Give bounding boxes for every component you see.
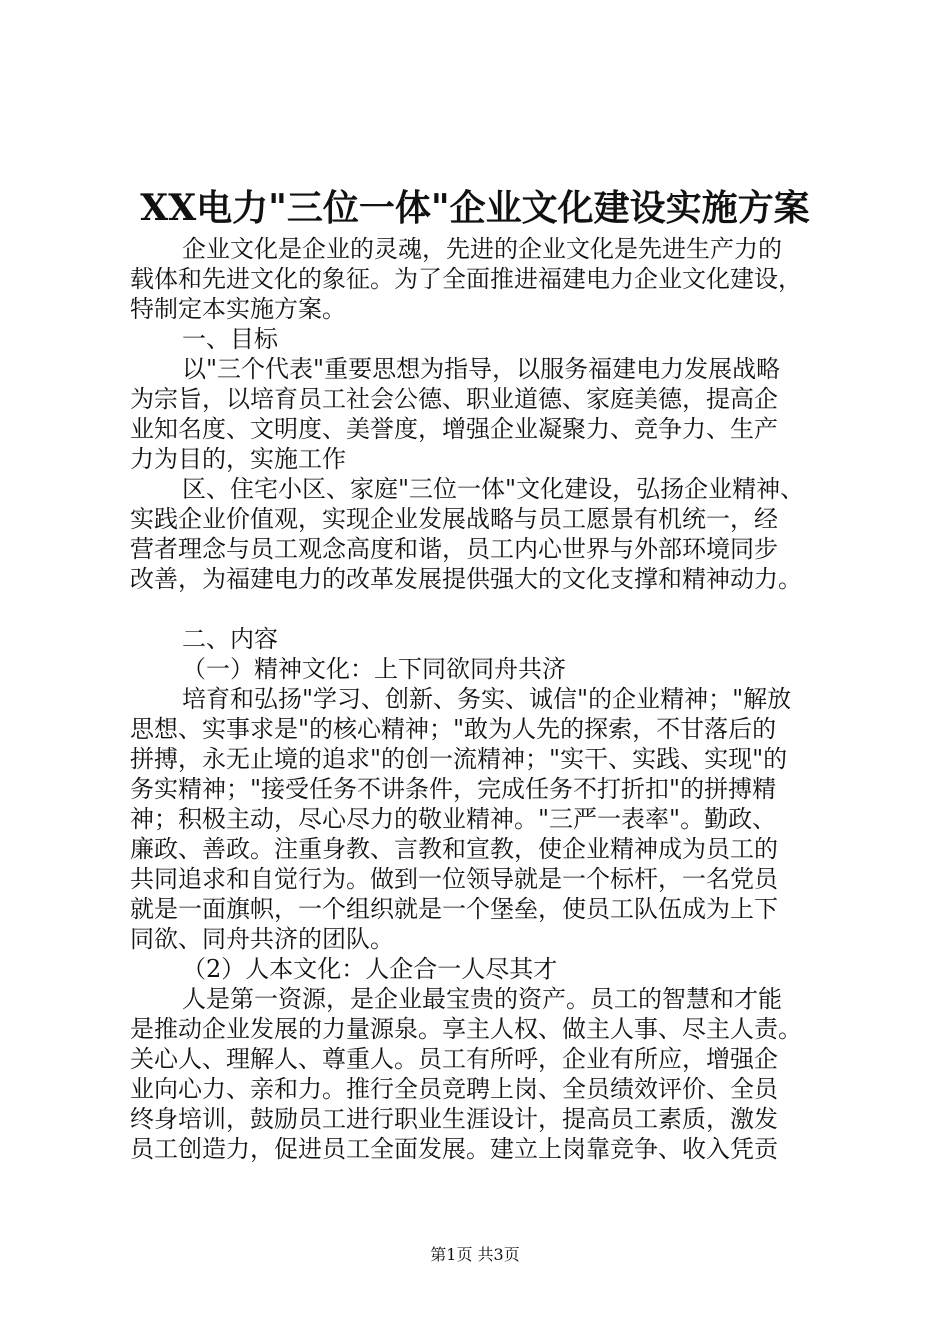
section-heading: 二、内容 bbox=[182, 625, 278, 653]
paragraph-line: 终身培训，鼓励员工进行职业生涯设计，提高员工素质，激发 bbox=[130, 1105, 778, 1133]
paragraph-line: 业向心力、亲和力。推行全员竞聘上岗、全员绩效评价、全员 bbox=[130, 1075, 778, 1103]
paragraph-line: 载体和先进文化的象征。为了全面推进福建电力企业文化建设， bbox=[130, 265, 802, 293]
paragraph-line: 业知名度、文明度、美誉度，增强企业凝聚力、竞争力、生产 bbox=[130, 415, 778, 443]
paragraph-line: 营者理念与员工观念高度和谐，员工内心世界与外部环境同步 bbox=[130, 535, 778, 563]
paragraph-line: 以"三个代表"重要思想为指导，以服务福建电力发展战略 bbox=[182, 355, 781, 383]
paragraph-line: 思想、实事求是"的核心精神；"敢为人先的探索，不甘落后的 bbox=[130, 715, 777, 743]
paragraph-line: 拼搏，永无止境的追求"的创一流精神；"实干、实践、实现"的 bbox=[130, 745, 788, 773]
paragraph-line: 神；积极主动，尽心尽力的敬业精神。"三严一表率"。勤政、 bbox=[130, 805, 777, 833]
paragraph-line: 共同追求和自觉行为。做到一位领导就是一个标杆，一名党员 bbox=[130, 865, 778, 893]
section-heading: 一、目标 bbox=[182, 325, 278, 353]
paragraph-line: 区、住宅小区、家庭"三位一体"文化建设，弘扬企业精神、 bbox=[182, 475, 805, 503]
subsection-heading: （2）人本文化：人企合一人尽其才 bbox=[182, 955, 558, 983]
paragraph-line: 特制定本实施方案。 bbox=[130, 295, 346, 323]
paragraph-line: 务实精神；"接受任务不讲条件，完成任务不打折扣"的拼搏精 bbox=[130, 775, 777, 803]
paragraph-line: 改善，为福建电力的改革发展提供强大的文化支撑和精神动力。 bbox=[130, 565, 802, 593]
paragraph-line: 同欲、同舟共济的团队。 bbox=[130, 925, 394, 953]
paragraph-line: 企业文化是企业的灵魂，先进的企业文化是先进生产力的 bbox=[182, 235, 782, 263]
paragraph-line: 廉政、善政。注重身教、言教和宣教，使企业精神成为员工的 bbox=[130, 835, 778, 863]
page-number-footer: 第1页 共3页 bbox=[430, 1245, 520, 1264]
paragraph-line: 员工创造力，促进员工全面发展。建立上岗靠竞争、收入凭贡 bbox=[130, 1135, 778, 1163]
paragraph-line: 是推动企业发展的力量源泉。享主人权、做主人事、尽主人责。 bbox=[130, 1015, 802, 1043]
blank-line bbox=[130, 594, 842, 624]
document-title: XX电力"三位一体"企业文化建设实施方案 bbox=[140, 187, 810, 229]
paragraph-line: 人是第一资源，是企业最宝贵的资产。员工的智慧和才能 bbox=[182, 985, 782, 1013]
paragraph-line: 培育和弘扬"学习、创新、务实、诚信"的企业精神；"解放 bbox=[182, 685, 792, 713]
subsection-heading: （一）精神文化：上下同欲同舟共济 bbox=[182, 655, 566, 683]
paragraph-line: 实践企业价值观，实现企业发展战略与员工愿景有机统一，经 bbox=[130, 505, 778, 533]
paragraph-line: 关心人、理解人、尊重人。员工有所呼，企业有所应，增强企 bbox=[130, 1045, 778, 1073]
paragraph-line: 就是一面旗帜，一个组织就是一个堡垒，使员工队伍成为上下 bbox=[130, 895, 778, 923]
paragraph-line: 力为目的，实施工作 bbox=[130, 445, 346, 473]
paragraph-line: 为宗旨，以培育员工社会公德、职业道德、家庭美德，提高企 bbox=[130, 385, 778, 413]
document-body bbox=[130, 234, 842, 1164]
